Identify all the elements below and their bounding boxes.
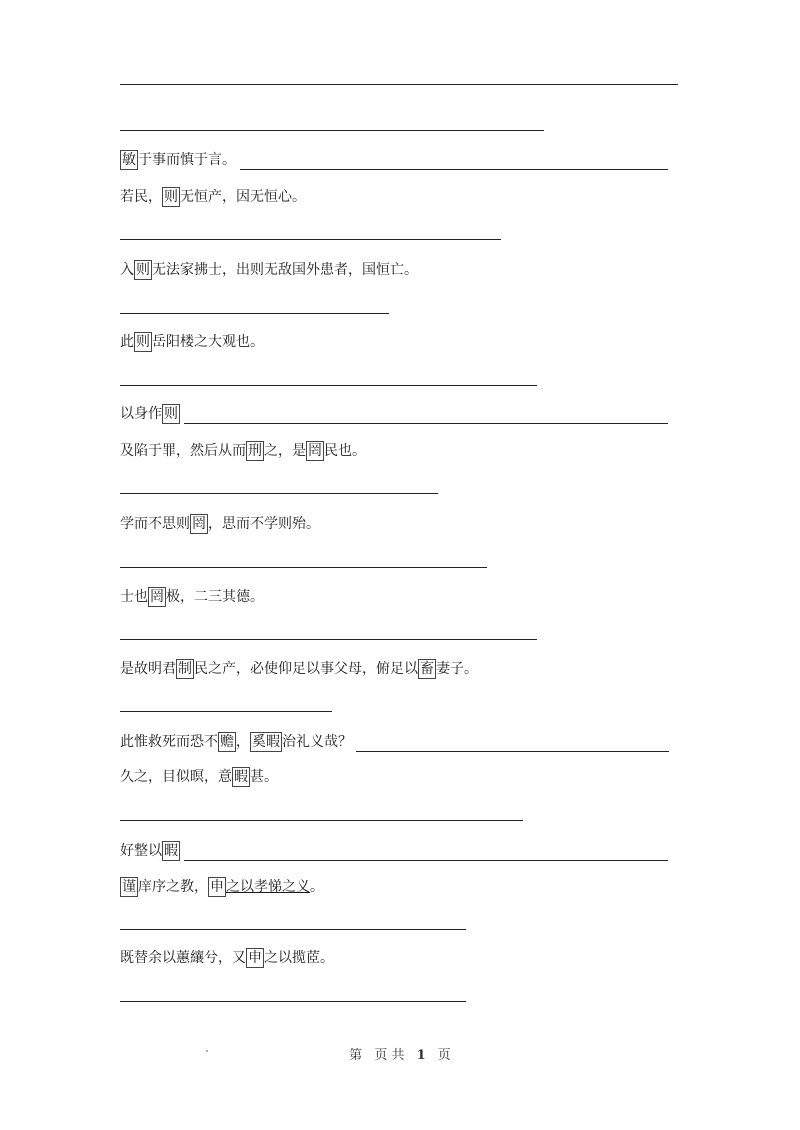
sentence-text: 及陷于罪，然后从而 <box>120 443 246 459</box>
sentence-row <box>120 877 324 897</box>
sentence-text: 学而不思则 <box>120 516 190 532</box>
sentence-row <box>120 150 668 170</box>
highlighted-character: 罔 <box>150 589 164 605</box>
highlighted-character: 罔 <box>192 516 206 532</box>
highlighted-character: 赡 <box>220 734 234 750</box>
sentence-text: 无法家拂士，出则无敌国外患者，国恒亡。 <box>152 262 418 278</box>
sentence-row <box>120 841 668 861</box>
sentence-text: ， <box>236 734 250 750</box>
highlighted-character: 暇 <box>164 843 178 859</box>
sentence-row <box>120 732 669 752</box>
sentence-text: 岳阳楼之大观也。 <box>152 334 264 350</box>
highlighted-character: 则 <box>164 406 178 422</box>
highlighted-character: 谨 <box>122 879 136 895</box>
answer-line <box>240 155 668 170</box>
sentence-text: 甚。 <box>250 769 278 785</box>
sentence-text: 无恒产，因无恒心。 <box>180 189 306 205</box>
footer-suffix: 页 <box>437 1048 451 1063</box>
answer-line <box>120 711 332 712</box>
sentence-text: 若民， <box>120 189 162 205</box>
answer-line <box>120 567 487 568</box>
page-footer <box>0 1044 800 1063</box>
sentence-text: 士也 <box>120 589 148 605</box>
highlighted-character: 则 <box>136 262 150 278</box>
sentence-text: 既替余以蕙纕兮，又 <box>120 950 246 966</box>
answer-line <box>184 409 668 424</box>
answer-line <box>184 846 668 861</box>
sentence-text: 入 <box>120 262 134 278</box>
answer-line <box>120 493 438 494</box>
answer-line <box>356 737 669 752</box>
highlighted-character: 申 <box>210 879 224 895</box>
sentence-text: 是故明君 <box>120 661 176 677</box>
answer-line <box>120 313 389 314</box>
sentence-row <box>120 441 366 461</box>
sentence-text: 于事而慎于言。 <box>138 152 236 168</box>
sentence-text: 。 <box>310 879 324 895</box>
sentence-text: 极，二三其德。 <box>166 589 264 605</box>
footer-middle: 页 共 <box>374 1048 405 1063</box>
highlighted-character: 畜 <box>420 661 434 677</box>
sentence-text: 之，是 <box>264 443 306 459</box>
sentence-text: 以身作 <box>120 406 162 422</box>
footer-total: 1 <box>416 1048 426 1063</box>
highlighted-character: 罔 <box>308 443 322 459</box>
sentence-text: 妻子。 <box>436 661 478 677</box>
sentence-row <box>120 260 418 280</box>
answer-line <box>120 130 544 131</box>
footer-prefix: 第 <box>349 1048 363 1063</box>
sentence-row <box>120 659 478 679</box>
highlighted-character: 申 <box>248 950 262 966</box>
sentence-row <box>120 514 320 534</box>
answer-line <box>120 820 523 821</box>
highlighted-character: 暇 <box>234 769 248 785</box>
answer-line <box>120 929 466 930</box>
sentence-text: 此惟救死而恐不 <box>120 734 218 750</box>
sentence-row <box>120 332 264 352</box>
answer-line <box>120 385 537 386</box>
sentence-text: 民之产，必使仰足以事父母，俯足以 <box>194 661 418 677</box>
highlighted-character: 则 <box>136 334 150 350</box>
sentence-text: 庠序之教， <box>138 879 208 895</box>
sentence-text: 民也。 <box>324 443 366 459</box>
sentence-text: 久之，目似暝，意 <box>120 769 232 785</box>
sentence-row <box>120 587 264 607</box>
answer-line <box>120 84 678 85</box>
sentence-row <box>120 187 306 207</box>
sentence-row <box>120 404 668 424</box>
answer-line <box>120 239 501 240</box>
sentence-text: ，思而不学则殆。 <box>208 516 320 532</box>
highlighted-character: 敏 <box>122 152 136 168</box>
highlighted-character: 奚暇 <box>252 734 280 750</box>
sentence-text: 之以揽茝。 <box>264 950 334 966</box>
sentence-text: 好整以 <box>120 843 162 859</box>
answer-line <box>120 639 537 640</box>
answer-line <box>120 1001 466 1002</box>
sentence-text: 治礼义哉？ <box>282 734 352 750</box>
sentence-text: 此 <box>120 334 134 350</box>
sentence-text: 之以孝悌之义 <box>226 879 310 895</box>
highlighted-character: 则 <box>164 189 178 205</box>
highlighted-character: 刑 <box>248 443 262 459</box>
sentence-row <box>120 948 334 968</box>
highlighted-character: 制 <box>178 661 192 677</box>
sentence-row <box>120 767 278 787</box>
